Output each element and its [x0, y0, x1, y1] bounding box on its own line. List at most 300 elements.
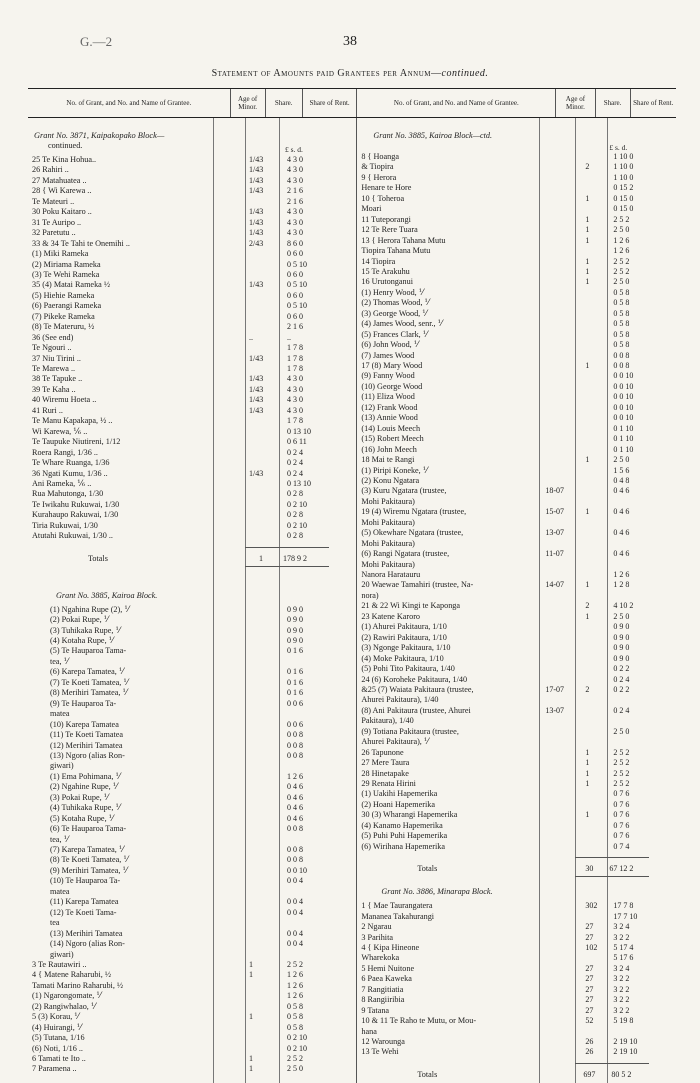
grantee-name: (5) Hiehie Rameka [32, 290, 95, 300]
table-row [28, 290, 356, 301]
grantee-name: 30 Poku Kaitaro .. [32, 207, 92, 217]
rent-value: 3 2 2 [613, 984, 630, 994]
rent-value: 3 2 2 [613, 995, 630, 1005]
rent-value: 3 2 4 [613, 963, 630, 973]
table-row [28, 238, 356, 249]
rent-value: 0 15 0 [613, 193, 634, 203]
title-text: Statement of Amounts paid Grantees per Annum— [211, 68, 442, 79]
grantee-name: 38 Te Tapuke .. [32, 374, 83, 384]
table-row [357, 538, 676, 549]
rent-value: 2 5 2 [613, 256, 630, 266]
share-value: 27 [585, 922, 594, 932]
table-row [28, 175, 356, 186]
grantee-name: (10) George Wood [361, 381, 423, 391]
grantee-name: (10) Karepa Tamatea [50, 719, 119, 729]
rent-value: 1 5 6 [613, 465, 630, 475]
grantee-name: 2 Ngarau [361, 922, 392, 932]
grantee-name: (2) Ngahine Rupe, ⅟ [50, 782, 118, 792]
grantee-name: (16) John Meech [361, 444, 417, 454]
rent-value: 4 3 0 [287, 228, 303, 238]
totals-rent: 80 5 2 [611, 1069, 632, 1079]
share-value: 2/43 [249, 238, 264, 248]
grantee-name: matea [50, 709, 70, 719]
rent-value: 0 7 4 [613, 841, 630, 851]
rent-value: 2 5 2 [613, 758, 630, 768]
grantee-name: (14) Ngoro (alias Ron- [50, 939, 125, 949]
table-row [28, 698, 356, 709]
grantee-name: 37 Niu Tirini .. [32, 353, 81, 363]
grantee-name: (5) Puhi Puhi Hapemerika [361, 831, 448, 841]
grantee-name: 19 (4) Wiremu Ngatara (trustee, [361, 507, 467, 517]
grantee-name: (15) Robert Meech [361, 434, 424, 444]
rent-value: 4 3 0 [287, 395, 303, 405]
header-row [28, 89, 676, 118]
grantee-name: Moari [361, 204, 382, 214]
table-row [28, 488, 356, 499]
lsd-label: £ s. d. [285, 145, 303, 154]
grantee-name: Mohi Pakitaura) [361, 496, 415, 506]
table-row [357, 559, 676, 570]
rent-value: 0 2 10 [287, 520, 307, 530]
table-row [28, 154, 356, 165]
rent-value: 0 13 10 [287, 478, 311, 488]
table-row [28, 687, 356, 698]
grantee-name: 30 (3) Wharangi Hapemerika [361, 810, 458, 820]
rent-value: 2 5 2 [613, 747, 630, 757]
rent-value: 0 5 8 [613, 319, 630, 329]
rent-value: 0 6 0 [287, 311, 303, 321]
rent-value: 0 6 0 [287, 249, 303, 259]
grantee-name: 18 Mai te Rangi [361, 455, 415, 465]
rent-value: 3 2 2 [613, 1005, 630, 1015]
table-row [28, 405, 356, 416]
table-row [28, 969, 356, 980]
grantee-name: (2) Rangiwhalao, ⅟ [32, 1001, 96, 1011]
rent-value: 0 7 6 [613, 789, 630, 799]
grantee-name: (1) Miki Rameka [32, 249, 89, 259]
rent-value: .. [287, 332, 291, 342]
rent-value: 0 0 10 [613, 413, 634, 423]
rent-value: 0 4 6 [613, 486, 630, 496]
rent-value: 0 0 10 [613, 402, 634, 412]
share-value: 1/43 [249, 468, 264, 478]
rent-value: 0 2 8 [287, 510, 303, 520]
rent-value: 1 2 6 [287, 991, 303, 1001]
rent-value: 0 4 8 [613, 475, 630, 485]
table-row [28, 248, 356, 259]
table-row [28, 436, 356, 447]
grantee-name: Wi Karewa, ⅙ .. [32, 426, 88, 436]
page-title [0, 68, 700, 79]
grantee-name: (2) Thomas Wood, ⅟ [361, 298, 430, 308]
table-row [28, 750, 356, 761]
rent-value: 0 9 0 [613, 632, 630, 642]
totals-rent: 67 12 2 [609, 864, 634, 874]
grantee-name: 5 Hemi Nuitone [361, 963, 415, 973]
rent-value: 2 5 2 [613, 266, 630, 276]
share-value: 1 [249, 970, 253, 980]
grantee-name: (9) Te Hauparoa Ta- [50, 698, 117, 708]
table-row [28, 394, 356, 405]
totals-rule [575, 1063, 649, 1064]
section-heading: Grant No. 3885, Kairoa Block—ctd. [373, 131, 493, 140]
lsd-label: £ s. d. [609, 143, 628, 152]
table-row [28, 300, 356, 311]
grantee-name: Tiria Rukuwai, 1/30 [32, 520, 98, 530]
grantee-name: 35 (4) Matai Rameka ½ [32, 280, 110, 290]
totals-label: Totals [88, 553, 108, 563]
table-row [28, 907, 356, 918]
rent-value: 2 5 0 [613, 455, 630, 465]
table-row [28, 625, 356, 636]
rent-value: 0 15 0 [613, 204, 634, 214]
rent-value: 2 5 2 [287, 959, 303, 969]
rent-value: 0 4 6 [613, 507, 630, 517]
rent-value: 0 2 2 [613, 664, 630, 674]
table-row [28, 530, 356, 541]
rent-value: 2 5 2 [613, 214, 630, 224]
share-value: 1/43 [249, 353, 264, 363]
rent-value: 0 5 8 [287, 1001, 303, 1011]
grantee-name: Mohi Pakitaura) [361, 517, 415, 527]
rent-value: 0 0 10 [613, 381, 634, 391]
rent-value: 1 2 6 [613, 235, 630, 245]
rent-value: 0 0 4 [287, 939, 303, 949]
grantee-name: (7) Pikeke Rameka [32, 311, 95, 321]
table-row [28, 740, 356, 751]
table-row [28, 802, 356, 813]
share-value: 1/43 [249, 207, 264, 217]
grantee-name: 40 Wiremu Hoeta .. [32, 395, 97, 405]
rent-value: 0 5 8 [287, 1022, 303, 1032]
table-row [28, 677, 356, 688]
grantee-name: 16 Urutonganui [361, 277, 413, 287]
grantee-name: (8) Te Materuru, ½ [32, 322, 95, 332]
rent-value: 0 2 4 [287, 458, 303, 468]
grantee-name: &25 (7) Waiata Pakitaura (trustee, [361, 684, 474, 694]
grantee-name: tea, ⅟ [50, 834, 69, 844]
rent-value: 4 3 0 [287, 405, 303, 415]
rent-value: 4 3 0 [287, 374, 303, 384]
rent-value: 1 10 0 [613, 172, 634, 182]
grantee-name: (13) Ngoro (alias Ron- [50, 750, 125, 760]
grantee-name: (2) Rawiri Pakitaura, 1/10 [361, 632, 447, 642]
table-row [28, 321, 356, 332]
share-value: 1 [585, 747, 590, 757]
table-row [28, 666, 356, 677]
section-heading: Grant No. 3885, Kairoa Block. [56, 590, 158, 600]
grantee-name: (11) Te Koeti Tamatea [50, 730, 124, 740]
rent-value: 4 10 2 [613, 601, 634, 611]
rent-value: 0 9 0 [287, 625, 303, 635]
grantee-name: Ahurei Pakitaura), ⅟ [361, 737, 429, 747]
grantee-name: Te Manu Kapakapa, ½ .. [32, 416, 113, 426]
table-row [28, 499, 356, 510]
grantee-name: (2) Hoani Hapemerika [361, 799, 436, 809]
rent-value: 4 3 0 [287, 384, 303, 394]
rent-value: 4 3 0 [287, 175, 303, 185]
grantee-name: 26 Tapunone [361, 747, 404, 757]
table-row [28, 1022, 356, 1033]
share-value: 27 [585, 1005, 594, 1015]
rent-value: 3 2 2 [613, 932, 630, 942]
rent-value: 1 10 0 [613, 162, 634, 172]
grantee-name: Atutahi Rukuwai, 1/30 .. [32, 531, 113, 541]
age-value: 17-07 [545, 684, 565, 694]
share-value: 1 [249, 1064, 253, 1074]
grantee-name: (7) Karepa Tamatea, ⅟ [50, 845, 124, 854]
totals-rent: 178 9 2 [283, 553, 307, 563]
rent-value: 0 5 8 [613, 329, 630, 339]
table-row [357, 694, 676, 705]
totals-label: Totals [417, 864, 438, 874]
table-row [28, 854, 356, 865]
rent-value: 1 7 8 [287, 364, 303, 373]
share-value: 1/43 [249, 280, 264, 290]
share-value: 27 [585, 974, 594, 984]
grantee-name: 7 Paramena .. [32, 1064, 77, 1074]
table-row [28, 206, 356, 217]
rent-value: 2 5 2 [287, 1054, 303, 1063]
grantee-name: Te Whare Ruanga, 1/36 [32, 458, 110, 468]
share-value: 1/43 [249, 228, 264, 238]
grantee-name: (5) Pohi Tito Pakitaura, 1/40 [361, 664, 455, 674]
grantee-name: (11) Karepa Tamatea [50, 897, 119, 907]
grantee-name: (5) Te Hauparoa Tama- [50, 646, 127, 656]
table-row [28, 760, 356, 771]
section-heading: Grant No. 3886, Minarapa Block. [381, 887, 493, 897]
age-value: 15-07 [545, 507, 565, 517]
grantee-name: 27 Matahuatea .. [32, 175, 87, 185]
share-value: 1/43 [249, 405, 264, 415]
table-row [28, 373, 356, 384]
grantee-name: (4) Kotaha Rupe, ⅟ [50, 636, 114, 645]
share-value: 1 [585, 193, 590, 203]
share-value: 27 [585, 984, 594, 994]
grantee-name: (11) Eliza Wood [361, 392, 415, 402]
rent-value: 0 7 6 [613, 820, 630, 830]
table-row [28, 353, 356, 364]
table-row [28, 1043, 356, 1054]
grantee-name: (1) Ngarongomate, ⅟ [32, 991, 101, 1001]
grantee-name: (6) Rangi Ngatara (trustee, [361, 549, 450, 559]
grantee-name: Mananea Takahurangi [361, 911, 435, 921]
table-row [28, 865, 356, 876]
grantee-name: (1) Ahurei Pakitaura, 1/10 [361, 622, 447, 632]
grantee-name: (7) Te Koeti Tamatea, ⅟ [50, 677, 128, 687]
grantee-name: Te Iwikahu Rukuwai, 1/30 [32, 499, 120, 509]
table-row [28, 468, 356, 479]
rent-value: 0 4 6 [287, 782, 303, 792]
grantee-name: 24 (6) Koroheke Pakitaura, 1/40 [361, 674, 468, 684]
grantee-name: (9) Merihiri Tamatea, ⅟ [50, 865, 128, 875]
table-row [28, 928, 356, 939]
share-value: 1/43 [249, 186, 264, 196]
grantee-name: (4) James Wood, senr., ⅟ [361, 319, 443, 329]
rent-value: 0 0 10 [287, 865, 307, 875]
table-row [28, 520, 356, 531]
rent-value: 0 2 4 [613, 674, 630, 684]
totals-rule [575, 857, 649, 858]
grantee-name: Tiopira Tahana Mutu [361, 246, 431, 256]
grantee-name: Kurahaupo Rakuwai, 1/30 [32, 510, 119, 520]
rent-value: 0 5 10 [287, 280, 307, 290]
grantee-name: Nanora Haratauru [361, 570, 421, 579]
table-row [28, 823, 356, 834]
share-value: 27 [585, 932, 594, 942]
table-row [28, 635, 356, 646]
grantee-name: (13) Annie Wood [361, 413, 418, 423]
table-row [28, 645, 356, 656]
table-row [28, 259, 356, 270]
share-value: 1 [585, 361, 590, 370]
grantee-name: 23 Katene Karoro [361, 611, 421, 621]
age-value: 18-07 [545, 486, 565, 496]
grantee-name: (2) Pokai Rupe, ⅟ [50, 615, 109, 625]
grantee-name: 10 & 11 Te Raho te Mutu, or Mou- [361, 1016, 477, 1026]
table-row [28, 342, 356, 353]
rent-value: 4 3 0 [287, 217, 303, 227]
rent-value: 0 0 4 [287, 928, 303, 938]
rent-value: 0 13 10 [287, 426, 311, 436]
share-value: 1 [585, 455, 590, 465]
rent-value: 4 3 0 [287, 165, 303, 175]
grantee-name: Ahurei Pakitaura), 1/40 [361, 695, 439, 705]
table-row [28, 844, 356, 855]
grantee-name: (8) Ani Pakitaura (trustee, Ahurei [361, 705, 471, 715]
grantee-name: (5) Tutana, 1/16 [32, 1033, 85, 1043]
grantee-name: (3) Te Wehi Rameka [32, 269, 100, 279]
share-value: 52 [585, 1016, 594, 1026]
grantee-name: (3) Tuhikaka Rupe, ⅟ [50, 625, 121, 635]
rent-value: 17 7 10 [613, 911, 638, 921]
table-row [28, 509, 356, 520]
rent-value: 2 5 0 [613, 726, 630, 736]
rent-value: 0 0 4 [287, 897, 303, 907]
rent-value: 0 0 8 [287, 824, 303, 834]
grantee-name: Te Ngouri .. [32, 343, 72, 353]
share-value: 1/43 [249, 374, 264, 384]
share-value: 1 [585, 580, 590, 590]
grantee-name: 12 Warounga [361, 1037, 405, 1046]
rent-value: 0 0 8 [287, 845, 303, 854]
table-row [28, 834, 356, 845]
left-column [28, 118, 356, 1083]
rent-value: 0 0 4 [287, 876, 303, 886]
rent-value: 17 7 8 [613, 901, 634, 911]
grantee-name: 28 Hinetapake [361, 768, 409, 778]
totals-rule [245, 547, 329, 548]
table-row [28, 415, 356, 426]
table-row [28, 875, 356, 886]
rent-value: 0 2 10 [287, 1033, 307, 1043]
share-value: 26 [585, 1047, 594, 1057]
age-value: 13-07 [545, 528, 565, 538]
rent-value: 0 9 0 [613, 622, 630, 632]
rent-value: 2 5 0 [287, 1064, 303, 1074]
rent-value: 1 2 6 [287, 980, 303, 990]
share-value: 1/43 [249, 384, 264, 394]
rent-value: 1 2 8 [613, 580, 630, 590]
grantee-name: (8) Te Koeti Tamatea, ⅟ [50, 855, 128, 865]
grantee-name: Wharekoka [361, 953, 400, 963]
rent-value: 0 4 6 [613, 528, 630, 538]
table-row [28, 990, 356, 1001]
rent-value: 0 0 8 [613, 361, 630, 370]
grantee-name: (1) Henry Wood, ⅟ [361, 287, 424, 297]
header-name-right: No. of Grant, and No. and Name of Grantee. [357, 89, 556, 118]
grantee-name: 32 Paretutu .. [32, 228, 76, 238]
grantee-name: 4 { Kipa Hineone [361, 942, 420, 952]
table-row [28, 384, 356, 395]
table-row [28, 457, 356, 468]
grantee-name: 6 Tamati te Ito .. [32, 1054, 86, 1063]
right-column [357, 118, 676, 1083]
rent-value: 3 2 4 [613, 922, 630, 932]
header-name: No. of Grant, and No. and Name of Grantee. [28, 89, 230, 118]
table-row [28, 196, 356, 207]
rent-value: 2 5 0 [613, 277, 630, 287]
grantee-name: (2) Miriama Rameka [32, 259, 101, 269]
rent-value: 0 5 10 [287, 301, 307, 311]
grantee-name: 21 & 22 Wi Kingi te Kaponga [361, 601, 461, 611]
age-value: 13-07 [545, 705, 565, 715]
share-value: 1 [585, 611, 590, 621]
rent-value: 0 9 0 [287, 604, 303, 614]
table-row [28, 1011, 356, 1022]
share-value: 2 [585, 684, 590, 694]
totals-share: 1 [259, 553, 263, 563]
rent-value: 0 1 6 [287, 667, 303, 677]
grantee-name: (5) Frances Clark, ⅟ [361, 329, 428, 339]
rent-value: 0 1 6 [287, 677, 303, 687]
rent-value: 0 2 4 [287, 468, 303, 478]
share-value: 1 [585, 277, 590, 287]
rent-value: 2 1 6 [287, 322, 303, 332]
rent-value: 0 0 8 [287, 730, 303, 740]
grantee-name: & Tiopira [361, 162, 394, 172]
rent-value: 0 4 6 [287, 803, 303, 813]
grantee-name: (1) Ngahina Rupe (2), ⅟ [50, 604, 129, 614]
share-value: 1 [585, 768, 590, 778]
rent-value: 0 2 4 [613, 705, 630, 715]
section-heading-cont: continued. [48, 141, 83, 150]
rent-value: 0 0 8 [287, 750, 303, 760]
rent-value: 0 5 10 [287, 259, 307, 269]
grantee-name: (7) James Wood [361, 350, 415, 360]
table-row [28, 604, 356, 615]
table-row [28, 279, 356, 290]
rent-value: 3 2 2 [613, 974, 630, 984]
rent-value: 0 2 8 [287, 489, 303, 499]
share-value: 1 [585, 225, 590, 235]
share-value: 1/43 [249, 165, 264, 175]
totals-share: 697 [583, 1069, 596, 1079]
grantee-name: (6) Karepa Tamatea, ⅟ [50, 667, 124, 677]
grantee-name: 20 Waewae Tamahiri (trustee, Na- [361, 580, 474, 590]
totals-share: 30 [585, 864, 594, 874]
rent-value: 0 0 8 [287, 740, 303, 750]
rent-value: 4 3 0 [287, 155, 303, 164]
grantee-name: (2) Konu Ngatara [361, 475, 420, 485]
grantee-name: Mohi Pakitaura) [361, 559, 415, 569]
table-row [28, 1001, 356, 1012]
grantee-name: (12) Te Koeti Tama- [50, 907, 117, 917]
share-value: 1 [585, 235, 590, 245]
grantee-name: giwari) [50, 949, 74, 959]
grantee-name: 36 Ngati Kumu, 1/36 .. [32, 468, 108, 478]
table-row [357, 517, 676, 528]
